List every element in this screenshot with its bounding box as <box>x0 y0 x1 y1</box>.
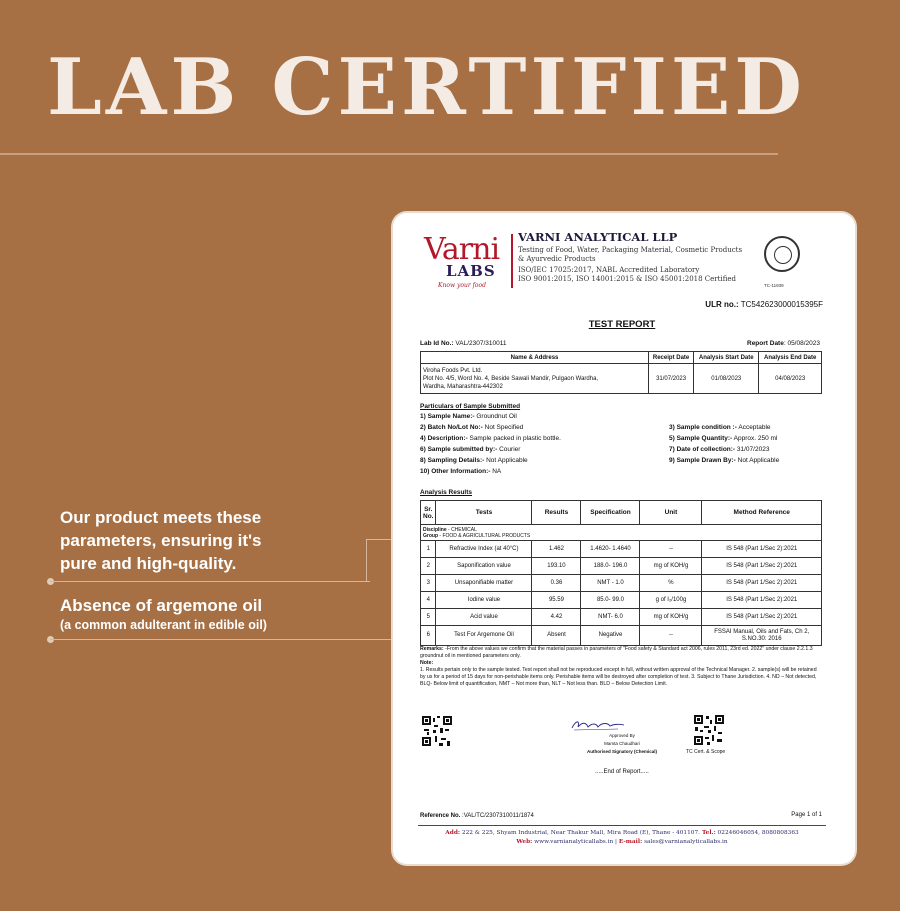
test-report <box>418 228 826 846</box>
sr-cell: 6 <box>421 626 436 646</box>
address-line: Plot No. 4/5, Word No. 4, Beside Sawali Mandir, Pulgaon Wardha, <box>423 375 599 382</box>
unit-cell: -- <box>640 626 702 646</box>
footer-label: Add: <box>445 830 461 836</box>
company-line: Testing of Food, Water, Packaging Material, Cosmetic Products <box>518 246 743 254</box>
connector-line <box>366 539 394 540</box>
table-header: Analysis End Date <box>759 352 822 364</box>
method-cell: IS 548 (Part 1/Sec 2):2021 <box>702 575 822 592</box>
lab-id-label: Lab Id No.: <box>420 340 454 347</box>
result-cell: Absent <box>532 626 581 646</box>
particular-value: Not Specified <box>482 424 524 431</box>
table-row <box>421 525 822 541</box>
lab-id-value: VAL/2307/310011 <box>455 340 507 347</box>
connector-line <box>50 581 370 582</box>
particular-label: 10) Other Information:- <box>420 468 491 475</box>
footer-label: Web: <box>516 839 533 845</box>
unit-cell: % <box>640 575 702 592</box>
result-cell: 0.36 <box>532 575 581 592</box>
table-header: Unit <box>640 501 702 525</box>
sr-cell: 5 <box>421 609 436 626</box>
divider-line <box>0 153 778 155</box>
table-header: Tests <box>436 501 532 525</box>
spec-cell: NMT- 6.0 <box>581 609 640 626</box>
varni-labs-logo <box>424 232 502 292</box>
customer-address <box>421 364 649 394</box>
particular-item <box>420 424 523 431</box>
approved-by: Approved By <box>609 733 635 738</box>
method-cell: IS 548 (Part 1/Sec 2):2021 <box>702 558 822 575</box>
reference-label: Reference No. <box>420 813 461 819</box>
spec-cell: NMT - 1.0 <box>581 575 640 592</box>
signature-icon <box>568 718 628 732</box>
lab-id-row <box>420 340 820 347</box>
receipt-date: 31/07/2023 <box>649 364 694 394</box>
particular-value: 31/07/2023 <box>735 446 770 453</box>
headline: LAB CERTIFIED <box>47 42 806 133</box>
footer-label: Tel.: <box>700 830 716 836</box>
company-line: ISO 9001:2015, ISO 14001:2015 & ISO 45001:2018 Certified <box>518 275 736 283</box>
logo-divider <box>511 234 513 288</box>
remarks-text: -From the above values we confirm that the material passes in parameters of "Food safety & Standard act 2006, rules 2011, 23rd ed. 2022" under clause 2.2.1.3 groundnut oil in mentioned parameters only. <box>420 646 813 659</box>
particular-value: Not Applicable <box>484 457 528 464</box>
result-cell: 1.462 <box>532 541 581 558</box>
table-row <box>421 626 822 646</box>
quality-claim-line: pure and high-quality. <box>60 554 237 573</box>
test-cell: Refractive Index (at 40°C) <box>436 541 532 558</box>
sr-cell: 3 <box>421 575 436 592</box>
footer-label: E-mail: <box>618 839 643 845</box>
group-value: - FOOD & AGRICULTURAL PRODUCTS <box>438 532 531 539</box>
particular-value: Acceptable <box>736 424 771 431</box>
signatory-title: Authorised Signatory (Chemical) <box>586 749 657 754</box>
ulr-label: ULR no.: <box>705 300 739 309</box>
test-cell: Unsaponifiable matter <box>436 575 532 592</box>
result-cell: 95.59 <box>532 592 581 609</box>
signatory-name: Mamta Chaudhari <box>604 741 640 746</box>
table-header: Results <box>532 501 581 525</box>
particular-item <box>669 435 777 442</box>
remarks-block <box>420 646 822 688</box>
particular-label: 7) Date of collection:- <box>669 446 736 453</box>
address-line: Viroha Foods Pvt. Ltd. <box>423 367 483 374</box>
unit-cell: g of I₂/100g <box>640 592 702 609</box>
particular-item <box>669 457 779 464</box>
analysis-table <box>420 500 822 646</box>
table-header: Method Reference <box>702 501 822 525</box>
unit-cell: mg of KOH/g <box>640 609 702 626</box>
note-text: 1. Results pertain only to the sample tested. Test report shall not be reproduced except in full, without written approval of the Technical Manager. 2. sample(s) will be retained by us for a period of 15 days for non-perishable items only. Perishable items will be destroyed after completion of test. 3. Subject to Thane Jurisdiction. 4. ND – Not detected, BLQ- Below limit of quantification, NMT – Not more than, NLT – Not less than. BLD – Below Detection Limit. <box>420 667 817 687</box>
footer-address: 222 & 225, Shyam Industrial, Near Thakur Mall, Mira Road (E), Thane - 401107. <box>460 830 700 836</box>
table-header: Receipt Date <box>649 352 694 364</box>
particular-label: 8) Sampling Details:- <box>420 457 485 464</box>
analysis-end-date: 04/08/2023 <box>759 364 822 394</box>
page-number: Page 1 of 1 <box>791 812 822 818</box>
test-cell: Acid value <box>436 609 532 626</box>
particular-value: Groundnut Oil <box>474 413 517 420</box>
footer-tel: 02246046054, 8080808363 <box>715 830 799 836</box>
argemone-claim-sub: (a common adulterant in edible oil) <box>60 618 267 632</box>
sr-cell: 4 <box>421 592 436 609</box>
particular-value: Not Applicable <box>735 457 780 464</box>
tc-cert-label: TC Cert. & Scope <box>686 749 726 755</box>
argemone-claim: Absence of argemone oil <box>60 596 263 615</box>
logo-labs: LABS <box>446 262 496 280</box>
table-row <box>421 609 822 626</box>
test-cell: Saponification value <box>436 558 532 575</box>
discipline-value: - CHEMICAL <box>446 526 477 533</box>
ulr-number <box>705 300 823 309</box>
method-cell: IS 548 (Part 1/Sec 2):2021 <box>702 592 822 609</box>
qr-code-icon <box>694 715 724 745</box>
table-row <box>421 592 822 609</box>
quality-claim-line: parameters, ensuring it's <box>60 531 262 550</box>
footer-email: sales@varnianalyticallabs.in <box>642 839 728 845</box>
table-header: Specification <box>581 501 640 525</box>
quality-claim <box>60 506 360 575</box>
reference-value: :VAL/TC/2307310011/1874 <box>460 813 534 819</box>
table-header: Name & Address <box>421 352 649 364</box>
result-cell: 193.10 <box>532 558 581 575</box>
group-label: Group <box>423 532 438 539</box>
method-cell: IS 548 (Part 1/Sec 2):2021 <box>702 541 822 558</box>
particular-value: NA <box>490 468 502 475</box>
particular-label: 4) Description:- <box>420 435 468 442</box>
particular-item <box>420 468 501 475</box>
company-line: & Ayurvedic Products <box>518 255 596 263</box>
particular-label: 6) Sample submitted by:- <box>420 446 498 453</box>
customer-table <box>420 351 822 394</box>
table-row <box>421 541 822 558</box>
table-header: Sr. No. <box>421 501 436 525</box>
analysis-results-title: Analysis Results <box>420 489 473 496</box>
accreditation-seal-icon <box>764 236 800 272</box>
discipline-label: Discipline <box>423 526 447 533</box>
footer-address-line <box>418 830 826 836</box>
particular-value: Sample packed in plastic bottle. <box>467 435 561 442</box>
company-name: VARNI ANALYTICAL LLP <box>518 230 678 244</box>
particular-label: 9) Sample Drawn By:- <box>669 457 736 464</box>
note-label: Note: <box>420 660 434 666</box>
footer-web: www.varnianalyticallabs.in | <box>532 839 619 845</box>
connector-line <box>366 539 367 581</box>
footer-web-line <box>418 839 826 845</box>
spec-cell: Negative <box>581 626 640 646</box>
unit-cell: -- <box>640 541 702 558</box>
report-date-value: : 05/08/2023 <box>783 340 820 347</box>
result-cell: 4.42 <box>532 609 581 626</box>
particular-item <box>420 413 517 420</box>
spec-cell: 188.0- 196.0 <box>581 558 640 575</box>
connector-line <box>50 639 394 640</box>
remarks-label: Remarks: <box>420 646 444 652</box>
footer-divider <box>418 825 826 826</box>
particular-item <box>420 446 520 453</box>
table-header: Analysis Start Date <box>694 352 759 364</box>
logo-wordmark: Varni <box>424 232 500 267</box>
company-line: ISO/IEC 17025:2017, NABL Accredited Laboratory <box>518 266 700 274</box>
end-of-report: .....End of Report..... <box>595 769 649 775</box>
particulars-title: Particulars of Sample Submitted <box>420 403 521 410</box>
table-row <box>421 558 822 575</box>
seal-code: TC-11939 <box>764 283 784 288</box>
quality-claim-line: Our product meets these <box>60 508 262 527</box>
ulr-value: TC542623000015395F <box>740 300 823 309</box>
sr-cell: 1 <box>421 541 436 558</box>
particular-label: 1) Sample Name:- <box>420 413 475 420</box>
particular-item <box>669 424 771 431</box>
table-row <box>421 575 822 592</box>
method-cell: IS 548 (Part 1/Sec 2):2021 <box>702 609 822 626</box>
discipline-cell <box>421 525 822 541</box>
analysis-start-date: 01/08/2023 <box>694 364 759 394</box>
particular-label: 3) Sample condition :- <box>669 424 737 431</box>
report-date <box>747 340 820 347</box>
reference-number <box>420 813 534 819</box>
test-cell: Test For Argemone Oil <box>436 626 532 646</box>
particular-item <box>420 457 528 464</box>
table-row <box>421 364 822 394</box>
particular-item <box>420 435 561 442</box>
particular-item <box>669 446 769 453</box>
particular-label: 2) Batch No/Lot No:- <box>420 424 483 431</box>
spec-cell: 85.0- 99.0 <box>581 592 640 609</box>
spec-cell: 1.4620- 1.4640 <box>581 541 640 558</box>
report-title: TEST REPORT <box>588 319 656 330</box>
report-date-label: Report Date <box>747 340 784 347</box>
logo-tagline: Know your food <box>438 282 486 289</box>
test-cell: Iodine value <box>436 592 532 609</box>
particular-value: Courier <box>497 446 521 453</box>
address-line: Wardha, Maharashtra-442302 <box>423 383 503 390</box>
unit-cell: mg of KOH/g <box>640 558 702 575</box>
particular-label: 5) Sample Quantity:- <box>669 435 733 442</box>
method-cell: FSSAI Manual, Oils and Fats, Ch 2, S.NO.30: 2016 <box>702 626 822 646</box>
particular-value: Approx. 250 ml <box>732 435 778 442</box>
sr-cell: 2 <box>421 558 436 575</box>
